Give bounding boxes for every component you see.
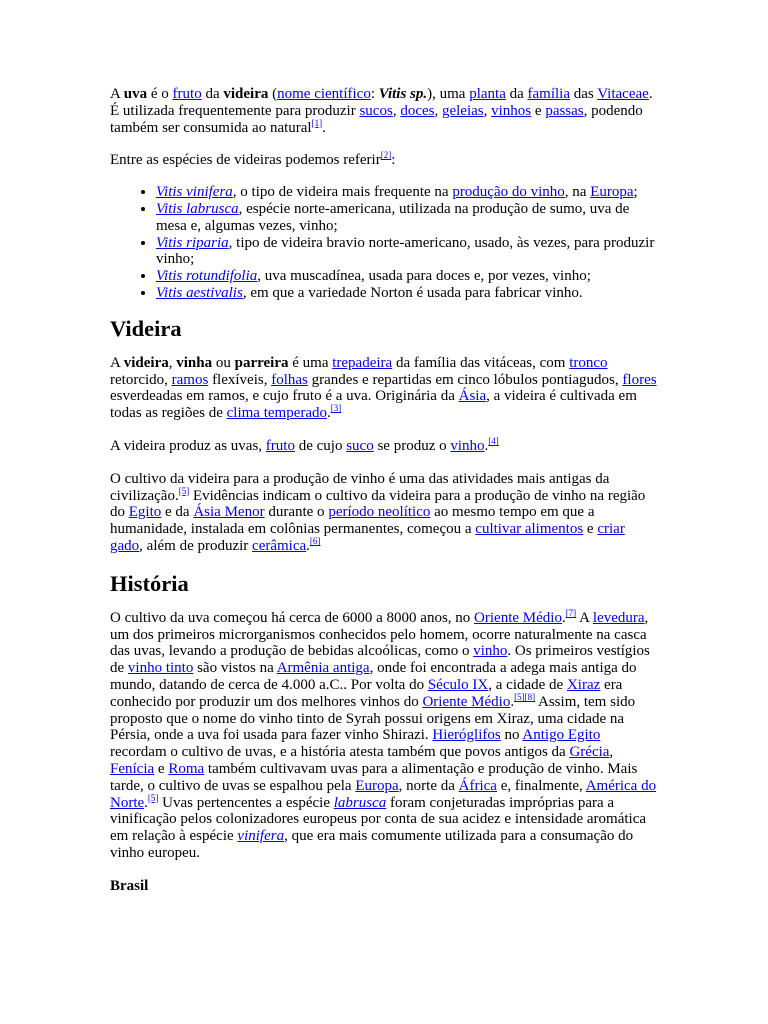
list-item (156, 201, 658, 235)
text: , a videira é cultivada em todas as regiões de (110, 388, 637, 422)
reference-link[interactable]: [5] (147, 792, 159, 803)
text: esverdeadas em ramos, e cujo fruto é a uva. Originária da (110, 388, 459, 405)
text: , (434, 102, 442, 119)
text: é o (147, 86, 173, 102)
text: recordam o cultivo de uvas, e a história atesta também que povos antigos da (110, 744, 570, 761)
text: Uvas pertencentes a espécie (158, 794, 334, 811)
term: vinha (176, 354, 213, 371)
link-vinho[interactable]: vinho (473, 643, 508, 660)
section-heading-brasil: Brasil (110, 877, 149, 894)
link-trepadeira[interactable]: trepadeira (332, 354, 393, 371)
text: , (609, 744, 614, 761)
text: da família das vitáceas, com (392, 354, 570, 371)
link-planta[interactable]: planta (469, 86, 506, 102)
section-heading-videira: Videira (110, 315, 182, 341)
reference-link[interactable]: [5] (514, 691, 525, 702)
term-uva: uva (123, 86, 148, 102)
text: , em que a variedade Norton é usada para fabricar vinho. (242, 284, 583, 301)
link-species (156, 285, 243, 301)
list-item (156, 235, 658, 269)
text: era conhecido por produzir um dos melhores vinhos do (110, 676, 623, 710)
link-levedura[interactable]: levedura (592, 609, 645, 626)
link-ramos[interactable]: ramos (171, 371, 209, 388)
text: , na (564, 184, 591, 201)
videira-paragraph-1 (110, 355, 658, 422)
text: , (168, 354, 177, 371)
text: . É utilizada frequentemente para produzir (110, 86, 653, 119)
species-name[interactable]: Vitis riparia (156, 234, 229, 251)
term: videira (123, 354, 169, 371)
link-species (156, 201, 239, 217)
text: O cultivo da uva começou há cerca de 6000 a 8000 anos, no (110, 609, 475, 626)
text: foram conjeturadas impróprias para a vinificação pelos colonizadores europeus por conta de sua acidez e intensidade aromática em relação à espécie (110, 794, 647, 845)
species-intro (110, 152, 658, 169)
link-oriente-medio[interactable]: Oriente Médio (474, 609, 562, 626)
link-europa[interactable]: Europa (590, 184, 634, 201)
text: e (531, 102, 546, 119)
text: A (576, 609, 593, 626)
text: também cultivavam uvas para a alimentação e produção de vinho. Mais tarde, o cultivo de uvas se espalhou pela (110, 760, 638, 794)
term: parreira (234, 354, 289, 371)
text: Entre as espécies de videiras podemos referir (110, 152, 381, 169)
text: , que era mais comumente utilizada para a consumação do vinho europeu. (110, 828, 634, 861)
text: . (144, 794, 148, 811)
historia-paragraph (110, 607, 658, 862)
text: Assim, tem sido proposto que o nome do vinho tinto de Syrah possui origens em Xiraz, uma cidade na Pérsia, onde a uva foi usada para fazer vinho Shirazi. (110, 693, 636, 744)
text: : (391, 152, 396, 169)
link-seculo-ix[interactable]: Século IX (427, 676, 489, 693)
link-europa[interactable]: Europa (355, 777, 399, 794)
reference-link[interactable]: [5] (178, 485, 190, 496)
link-vinho-tinto[interactable]: vinho tinto (127, 660, 194, 677)
link-labrusca (334, 795, 387, 811)
text: , o tipo de videira mais frequente na (232, 184, 453, 201)
link-xiraz[interactable]: Xiraz (566, 676, 601, 693)
text: ao mesmo tempo em que a humanidade, instalada em colônias permanentes, começou a (110, 504, 595, 538)
text: durante o (264, 504, 329, 521)
link-grecia[interactable]: Grécia (569, 744, 610, 761)
link-flores[interactable]: flores (622, 371, 657, 388)
link-asia-menor[interactable]: Ásia Menor (193, 504, 265, 521)
link-oriente-medio[interactable]: Oriente Médio (422, 693, 511, 710)
text: da (505, 86, 528, 102)
link-species (156, 184, 233, 200)
text: , onde foi encontrada a adega mais antiga do mundo, datando de cerca de 4.000 a.C.. Por volta do (110, 660, 637, 693)
link-geleias[interactable]: geleias (441, 102, 484, 119)
text: , (392, 102, 401, 119)
link-armenia-antiga[interactable]: Armênia antiga (276, 660, 370, 677)
link-africa[interactable]: África (458, 777, 497, 794)
text: de cujo (294, 437, 347, 454)
text: são vistos na (193, 660, 277, 677)
text: . (322, 119, 326, 136)
text: , um dos primeiros microrganismos conhecidos pelo homem, ocorre naturalmente na casca das uvas, levando a produção de bebidas alcoólicas, como o (110, 609, 649, 660)
link-periodo-neolitico[interactable]: período neolítico (328, 504, 431, 521)
text: e, finalmente, (496, 777, 586, 794)
link-tronco[interactable]: tronco (569, 354, 608, 371)
text: , tipo de videira bravio norte-americano, usado, às vezes, para produzir vinho; (156, 234, 655, 268)
text: flexíveis, (208, 371, 272, 388)
text: A (110, 86, 124, 102)
reference-link[interactable]: [6] (309, 535, 321, 546)
text: . (561, 609, 566, 626)
link-vinhos[interactable]: vinhos (491, 102, 532, 119)
text: ou (212, 354, 235, 371)
section-heading-historia: História (110, 570, 189, 596)
link-criar-gado[interactable]: criar gado (110, 521, 625, 554)
species-name[interactable]: Vitis labrusca (156, 200, 239, 217)
text: das (570, 86, 598, 102)
text: e (154, 760, 169, 777)
text: A videira produz as uvas, (110, 437, 266, 454)
text: . (327, 405, 331, 422)
link-producao-do-vinho[interactable]: produção do vinho (452, 184, 565, 201)
text: e (583, 521, 598, 538)
videira-paragraph-3 (110, 471, 658, 555)
text: . (484, 437, 489, 454)
text: no (500, 727, 523, 744)
text: , a cidade de (488, 676, 567, 693)
link-nome-cientifico[interactable]: nome científico (277, 86, 371, 102)
article-body (110, 86, 658, 894)
link-antigo-egito[interactable]: Antigo Egito (522, 727, 601, 744)
text: , espécie norte-americana, utilizada na produção de sumo, uva de mesa e, algumas vezes, vinho; (156, 200, 630, 234)
text: : (370, 86, 379, 102)
text: ), uma (427, 86, 470, 102)
link-familia[interactable]: família (527, 86, 571, 102)
link-fruto[interactable]: fruto (265, 437, 295, 454)
link-species (156, 235, 229, 251)
link-asia[interactable]: Ásia (458, 388, 487, 405)
link-folhas[interactable]: folhas (271, 371, 308, 388)
link-passas[interactable]: passas (545, 102, 584, 119)
species-name[interactable]: Vitis rotundifolia (156, 268, 258, 285)
reference-link[interactable]: [1] (311, 117, 323, 128)
link-america-do-norte[interactable]: América do Norte (110, 777, 657, 811)
species-list (110, 184, 658, 302)
text: A (110, 354, 124, 371)
link-sucos[interactable]: sucos (359, 102, 393, 119)
link-vinho[interactable]: vinho (450, 437, 485, 454)
text: ; (633, 184, 638, 201)
term-videira: videira (223, 86, 269, 102)
link-cultivar-alimentos[interactable]: cultivar alimentos (475, 521, 584, 538)
species-name[interactable]: Vitis aestivalis (156, 284, 243, 301)
species-name[interactable]: vinifera (237, 828, 285, 845)
list-item (156, 285, 658, 302)
link-fenicia[interactable]: Fenícia (110, 760, 155, 777)
videira-paragraph-2 (110, 435, 658, 455)
text: O cultivo da videira para a produção de vinho é uma das atividades mais antigas da civilização. (110, 470, 610, 504)
text: é uma (288, 354, 333, 371)
species-name[interactable]: labrusca (333, 794, 387, 811)
link-doces[interactable]: doces (400, 102, 435, 119)
intro-paragraph (110, 86, 658, 136)
term-vitis-sp: Vitis sp. (378, 86, 428, 102)
text: , uva muscadínea, usada para doces e, por vezes, vinho; (257, 268, 591, 285)
reference-link[interactable]: [7] (565, 607, 577, 618)
text: , além de produzir (139, 537, 253, 554)
text: da (201, 86, 224, 102)
reference-link[interactable]: [4] (488, 435, 499, 446)
link-hieroglifos[interactable]: Hieróglifos (432, 727, 501, 744)
link-egito[interactable]: Egito (128, 504, 162, 521)
text: se produz o (373, 437, 451, 454)
link-suco[interactable]: suco (346, 437, 374, 454)
link-species (156, 268, 257, 284)
text: e da (161, 504, 194, 521)
text: . (510, 693, 515, 710)
reference-link[interactable]: [2] (380, 150, 392, 161)
reference-link[interactable]: [3] (330, 403, 342, 414)
text: , podendo também ser consumida ao natural (110, 102, 643, 136)
text: , norte da (398, 777, 459, 794)
link-roma[interactable]: Roma (168, 760, 205, 777)
text: ( (268, 86, 278, 102)
link-clima-temperado[interactable]: clima temperado (226, 405, 328, 422)
link-ceramica[interactable]: cerâmica (252, 537, 307, 554)
text: retorcido, (110, 371, 172, 388)
link-fruto[interactable]: fruto (172, 86, 202, 102)
list-item (156, 268, 658, 285)
list-item (156, 184, 658, 201)
text: grandes e repartidas em cinco lóbulos pontiagudos, (307, 371, 623, 388)
text: Evidências indicam o cultivo da videira para a produção de vinho na região do (110, 487, 646, 521)
text: , (483, 102, 492, 119)
text: . (306, 537, 310, 554)
reference-link[interactable]: [8] (524, 691, 536, 702)
text: . Os primeiros vestígios de (110, 643, 650, 677)
link-vinifera (237, 828, 284, 844)
species-name[interactable]: Vitis vinifera (156, 184, 233, 201)
link-vitaceae[interactable]: Vitaceae (597, 86, 649, 102)
